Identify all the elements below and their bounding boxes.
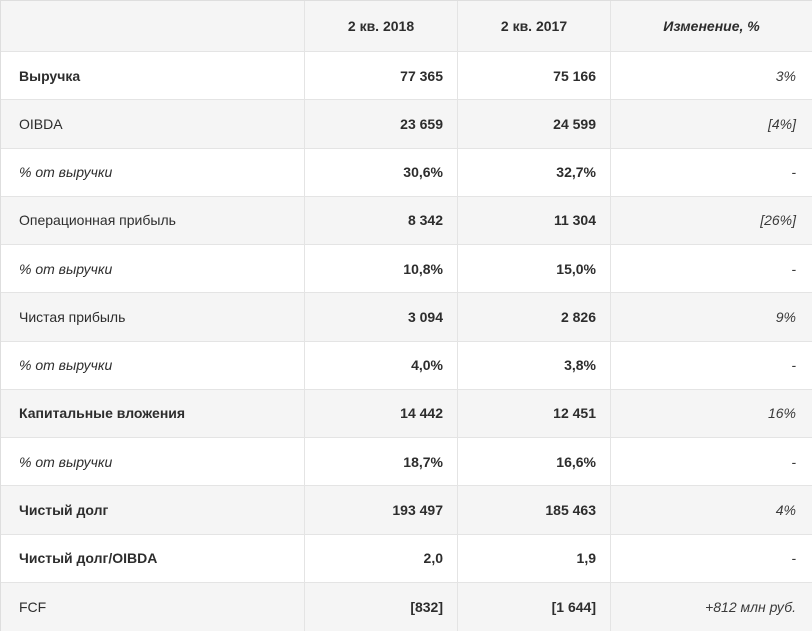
value-q2-2018: 193 497: [305, 486, 458, 534]
metric-label: Чистый долг/OIBDA: [1, 535, 305, 583]
header-q2-2018: 2 кв. 2018: [305, 1, 458, 52]
value-q2-2017: 15,0%: [458, 245, 611, 293]
value-q2-2017: [1 644]: [458, 583, 611, 631]
table-row-fcf: [1, 583, 812, 631]
value-q2-2017: 2 826: [458, 293, 611, 341]
value-q2-2018: 10,8%: [305, 245, 458, 293]
value-q2-2018: 8 342: [305, 197, 458, 245]
value-change: -: [611, 245, 812, 293]
value-q2-2017: 12 451: [458, 390, 611, 438]
value-q2-2018: 77 365: [305, 52, 458, 100]
value-change: 3%: [611, 52, 812, 100]
value-change: [4%]: [611, 100, 812, 148]
value-change: 9%: [611, 293, 812, 341]
table-row-oibda: [1, 100, 812, 148]
value-change: 16%: [611, 390, 812, 438]
value-q2-2018: 18,7%: [305, 438, 458, 486]
value-q2-2018: [832]: [305, 583, 458, 631]
value-change: +812 млн руб.: [611, 583, 812, 631]
value-q2-2018: 3 094: [305, 293, 458, 341]
value-change: -: [611, 342, 812, 390]
value-q2-2018: 14 442: [305, 390, 458, 438]
metric-label: % от выручки: [1, 342, 305, 390]
table-row-oibda-margin: [1, 149, 812, 197]
metric-label: % от выручки: [1, 149, 305, 197]
value-change: -: [611, 438, 812, 486]
header-q2-2017: 2 кв. 2017: [458, 1, 611, 52]
value-q2-2017: 11 304: [458, 197, 611, 245]
metric-label: Операционная прибыль: [1, 197, 305, 245]
table-row-operating-profit: [1, 197, 812, 245]
table-row-net-margin: [1, 342, 812, 390]
value-change: [26%]: [611, 197, 812, 245]
metric-label: % от выручки: [1, 245, 305, 293]
table-row-net-profit: [1, 293, 812, 341]
value-change: -: [611, 535, 812, 583]
table-row-capex: [1, 390, 812, 438]
metric-label: Чистая прибыль: [1, 293, 305, 341]
value-change: 4%: [611, 486, 812, 534]
value-change: -: [611, 149, 812, 197]
value-q2-2017: 24 599: [458, 100, 611, 148]
value-q2-2017: 16,6%: [458, 438, 611, 486]
metric-label: Чистый долг: [1, 486, 305, 534]
value-q2-2017: 75 166: [458, 52, 611, 100]
value-q2-2018: 2,0: [305, 535, 458, 583]
header-change: Изменение, %: [611, 1, 812, 52]
metric-label: OIBDA: [1, 100, 305, 148]
header-metric: [1, 1, 305, 52]
metric-label: FCF: [1, 583, 305, 631]
table-header-row: [1, 1, 812, 52]
value-q2-2017: 3,8%: [458, 342, 611, 390]
value-q2-2017: 32,7%: [458, 149, 611, 197]
table-row-capex-margin: [1, 438, 812, 486]
table-row-net-debt: [1, 486, 812, 534]
table-row-revenue: [1, 52, 812, 100]
table-row-net-debt-oibda: [1, 535, 812, 583]
value-q2-2017: 1,9: [458, 535, 611, 583]
table-row-operating-margin: [1, 245, 812, 293]
metric-label: % от выручки: [1, 438, 305, 486]
value-q2-2017: 185 463: [458, 486, 611, 534]
metric-label: Капитальные вложения: [1, 390, 305, 438]
metric-label: Выручка: [1, 52, 305, 100]
value-q2-2018: 4,0%: [305, 342, 458, 390]
value-q2-2018: 23 659: [305, 100, 458, 148]
value-q2-2018: 30,6%: [305, 149, 458, 197]
